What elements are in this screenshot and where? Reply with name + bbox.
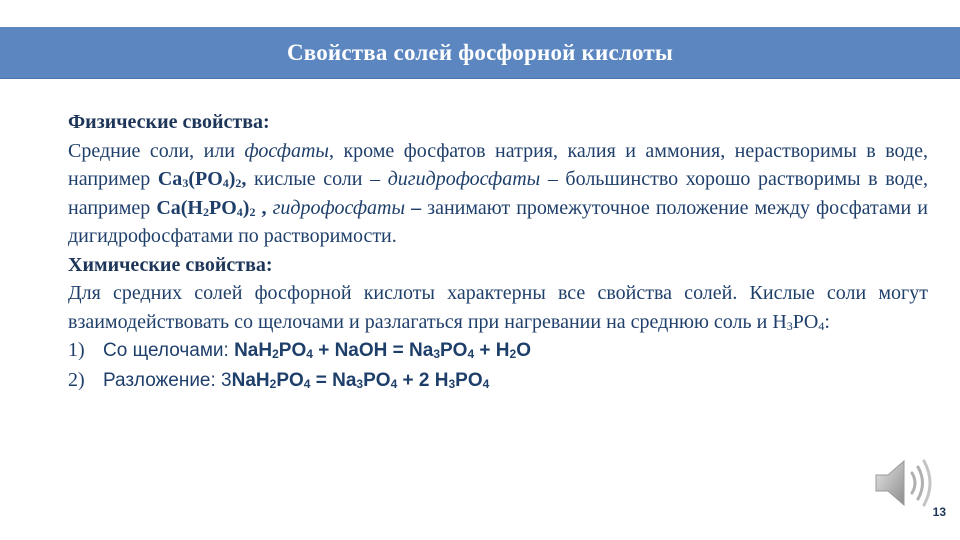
chemical-paragraph: Для средних солей фосфорной кислоты характерны все свойства солей. Кислые соли могут взаимодействовать со щелочами и разлагаться при нагревании на среднюю соль и $H_3PO_4$: [68,282,928,333]
physical-heading: Физические свойства: [68,111,270,133]
slide-title: Свойства солей фосфорной кислоты [286,39,674,65]
list-label: Со щелочами: [103,340,235,361]
term-phosphates: фосфаты [244,139,329,162]
equation-2: $NaH_2PO_4 = Na_3PO_4 + 2$ $H_3PO_4$ [231,369,490,391]
list-label: Разложение: 3 [103,369,232,391]
slide-content [68,108,928,395]
formula-cah2po42: $Ca(H_2PO_4)_2$ [156,196,256,219]
text-run: , кроме фосфатов натрия, калия и аммония, нерастворимы в воде, например [68,139,928,190]
list-item [68,336,928,366]
text-run: – большинство хорошо растворимы в воде, например [68,168,928,219]
equation-1: $NaH_2PO_4$ + NaOH = $Na_3PO_4 + H_2O$ [234,340,531,361]
physical-paragraph [68,137,928,251]
formula-ca3po42: $Ca_3(PO_4)_2$, [157,168,247,190]
list-number: 1) [68,339,85,361]
title-bar [0,27,960,79]
text-run: – [405,196,422,219]
text-run: Средние соли, или [68,139,245,162]
text-run: занимают промежуточное положение между фосфатами и дигидрофосфатами по растворимости. [68,196,929,247]
chemical-heading: Химические свойства: [68,253,273,276]
term-hydrophosphates: гидрофосфаты [272,196,406,219]
list-number: 2) [68,368,85,391]
list-item [68,366,928,396]
text-run: , [255,196,273,219]
speaker-icon[interactable] [872,455,936,511]
page-number: 13 [932,505,946,519]
term-dihydrophosphates: дигидрофосфаты [387,168,541,190]
reaction-list [68,336,928,395]
text-run: кислые соли – [246,168,388,190]
